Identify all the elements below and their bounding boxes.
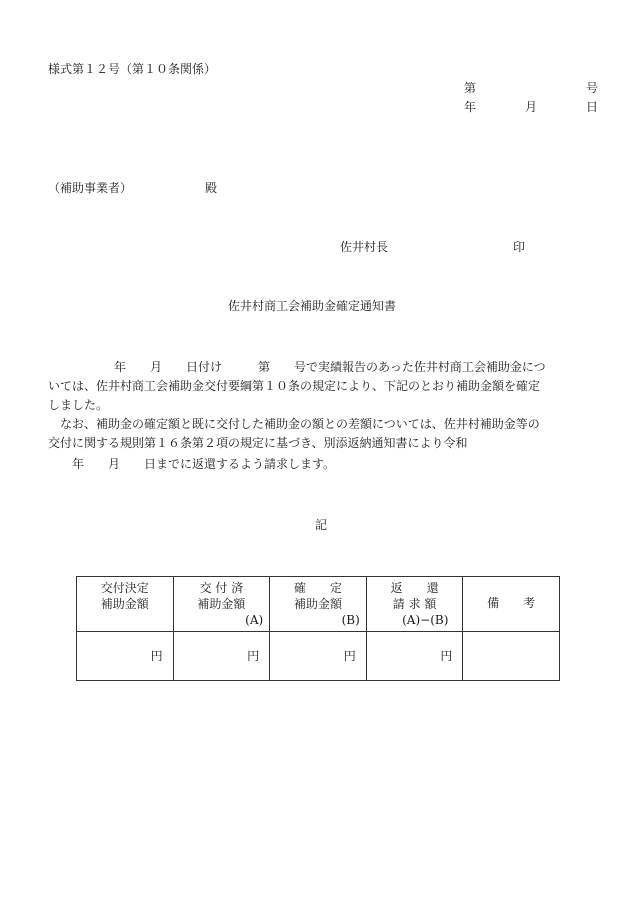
cell-confirmed-amount bbox=[270, 632, 367, 681]
header-marker: (B) bbox=[341, 613, 360, 627]
header-line: 返 還 bbox=[390, 581, 439, 595]
date-day: 日 bbox=[586, 100, 599, 114]
header-marker: (A) bbox=[245, 613, 264, 627]
header-line: 補助金額 bbox=[100, 597, 149, 611]
body-para2-line1: なお、補助金の確定額と既に交付した補助金の額との差額については、佐井村補助金等の bbox=[60, 417, 540, 431]
yen-unit: 円 bbox=[440, 649, 453, 663]
header-decided-amount bbox=[77, 577, 174, 632]
body-para1-line1: 年 月 日付け 第 号で実績報告のあった佐井村商工会補助金につ bbox=[114, 360, 546, 374]
addressee-honorific: 殿 bbox=[205, 181, 218, 195]
doc-number-suffix: 号 bbox=[586, 81, 599, 95]
form-number: 様式第１２号（第１０条関係） bbox=[48, 62, 217, 76]
date-year: 年 bbox=[464, 100, 477, 114]
cell-paid-amount bbox=[173, 632, 270, 681]
cell-refund-amount bbox=[366, 632, 463, 681]
yen-unit: 円 bbox=[247, 649, 260, 663]
issuer-title: 佐井村長 bbox=[340, 240, 389, 254]
addressee-label: （補助事業者） bbox=[48, 181, 133, 195]
cell-remarks bbox=[463, 632, 560, 681]
doc-number-prefix: 第 bbox=[464, 81, 477, 95]
body-para2-line2: 交付に関する規則第１６条第２項の規定に基づき、別添返納通知書により令和 bbox=[48, 436, 468, 450]
header-line: 交付決定 bbox=[100, 581, 149, 595]
table-row bbox=[77, 632, 560, 681]
header-paid-amount bbox=[173, 577, 270, 632]
ki-label: 記 bbox=[315, 518, 328, 532]
doc-title: 佐井村商工会補助金確定通知書 bbox=[228, 299, 397, 313]
header-marker: (A)−(B) bbox=[402, 613, 449, 627]
header-line: 補助金額 bbox=[293, 597, 342, 611]
remarks-label: 備 考 bbox=[487, 596, 536, 610]
header-line: 請 求 額 bbox=[392, 597, 437, 611]
header-line: 確 定 bbox=[293, 581, 342, 595]
date-month: 月 bbox=[525, 100, 538, 114]
table-header-row bbox=[77, 577, 560, 632]
yen-unit: 円 bbox=[150, 649, 163, 663]
issuer-seal: 印 bbox=[513, 240, 526, 254]
yen-unit: 円 bbox=[343, 649, 356, 663]
body-para1-line3: しました。 bbox=[48, 398, 109, 412]
body-para2-line3: 年 月 日までに返還するよう請求します。 bbox=[72, 457, 336, 471]
amount-table bbox=[76, 576, 560, 681]
body-para1-line2: いては、佐井村商工会補助金交付要綱第１０条の規定により、下記のとおり補助金額を確定 bbox=[48, 379, 541, 393]
header-confirmed-amount bbox=[270, 577, 367, 632]
header-remarks bbox=[463, 577, 560, 632]
header-line: 交 付 済 bbox=[199, 581, 244, 595]
header-refund-amount bbox=[366, 577, 463, 632]
cell-decided-amount bbox=[77, 632, 174, 681]
header-line: 補助金額 bbox=[197, 597, 246, 611]
